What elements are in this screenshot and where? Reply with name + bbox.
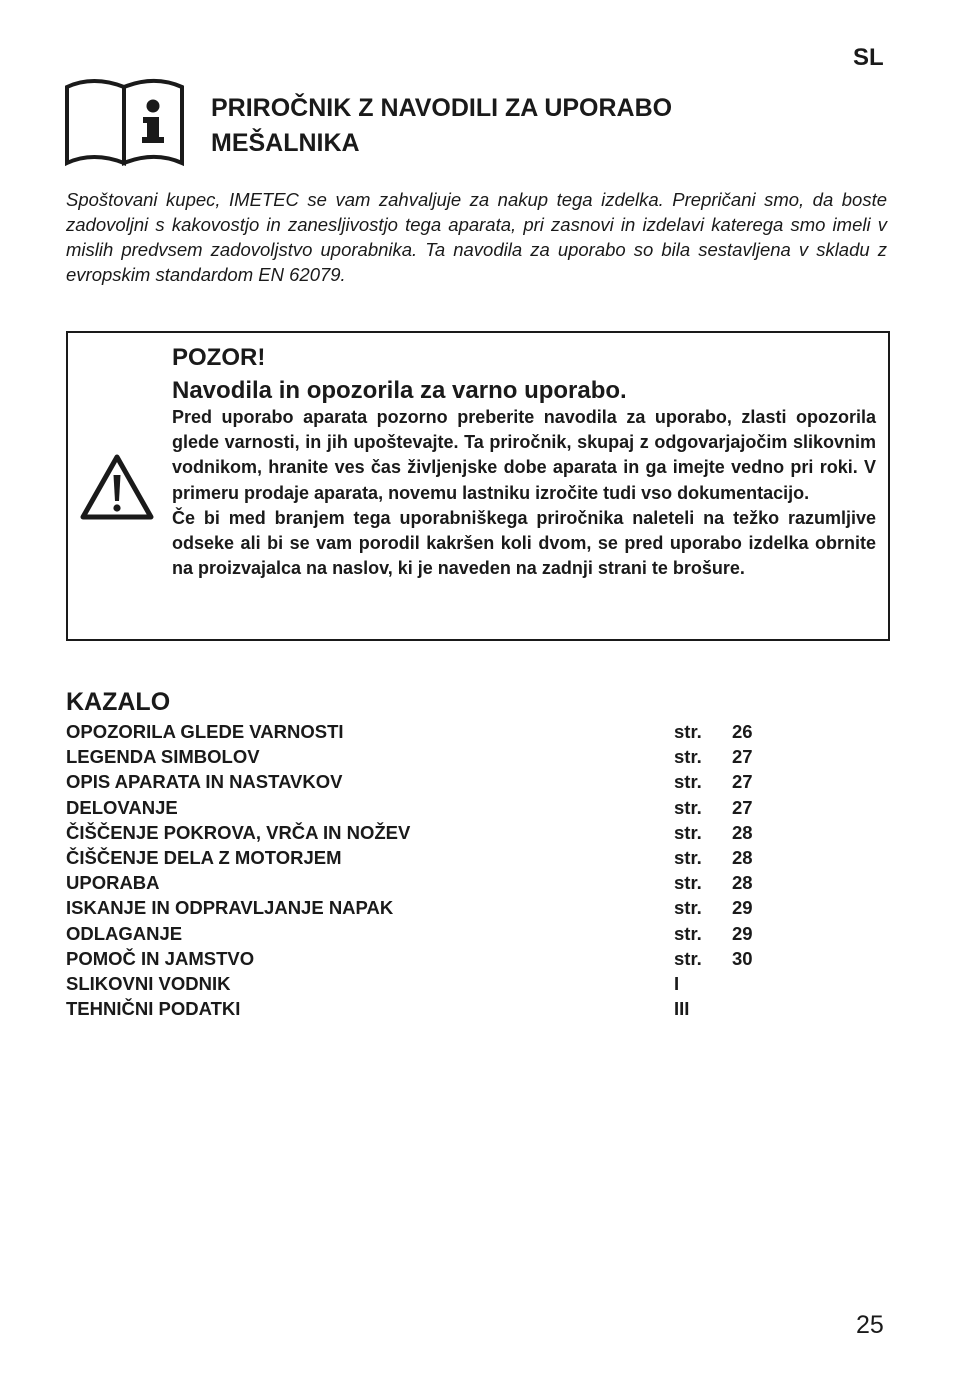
toc-item bbox=[66, 795, 786, 820]
toc-item bbox=[66, 870, 786, 895]
toc-item-page: 28 bbox=[732, 846, 753, 868]
table-of-contents bbox=[66, 719, 786, 1021]
toc-item-page: 28 bbox=[732, 872, 753, 894]
toc-title: KAZALO bbox=[66, 688, 171, 716]
toc-item-label: ČIŠČENJE POKROVA, VRČA IN NOŽEV bbox=[66, 821, 411, 843]
toc-item bbox=[66, 921, 786, 946]
toc-item-str: str. bbox=[674, 771, 702, 793]
toc-item-str: str. bbox=[674, 947, 702, 969]
toc-item bbox=[66, 946, 786, 971]
toc-item-str: I bbox=[674, 972, 680, 994]
toc-item bbox=[66, 719, 786, 744]
warning-heading bbox=[172, 341, 876, 407]
warning-paragraph-2: Če bi med branjem tega uporabniškega priročnika naleteli na težko razumljive odseke ali bi se vam porodil kakršen koli dvom, se pred uporabo izdelka obrnite na proizvajalca na naslov, ki je naveden na zadnji strani te brošure. bbox=[172, 507, 876, 579]
toc-item-label: ODLAGANJE bbox=[66, 922, 183, 944]
toc-item-page: 26 bbox=[732, 721, 753, 742]
toc-item-label: OPOZORILA GLEDE VARNOSTI bbox=[66, 721, 344, 742]
toc-item bbox=[66, 996, 786, 1021]
warning-text bbox=[172, 405, 876, 581]
toc-item-label: ČIŠČENJE DELA Z MOTORJEM bbox=[66, 846, 342, 868]
toc-item bbox=[66, 820, 786, 845]
toc-item-str: III bbox=[674, 998, 690, 1020]
toc-item-label: DELOVANJE bbox=[66, 796, 178, 818]
toc-item-label: OPIS APARATA IN NASTAVKOV bbox=[66, 771, 343, 793]
warning-triangle-icon bbox=[79, 451, 155, 523]
toc-item-str: str. bbox=[674, 897, 702, 919]
info-book-icon bbox=[64, 75, 188, 167]
toc-item-label: ISKANJE IN ODPRAVLJANJE NAPAK bbox=[66, 897, 394, 919]
toc-item-label: SLIKOVNI VODNIK bbox=[66, 972, 231, 994]
intro-paragraph: Spoštovani kupec, IMETEC se vam zahvaljuje za nakup tega izdelka. Prepričani smo, da boste zadovoljni s kakovostjo in zanesljivostjo tega aparata, pri zasnovi in izdelavi katerega smo imeli v mislih predvsem zadovoljstvo uporabnika. Ta navodila za uporabo so bila sestavljena v skladu z evropskim standardom EN 62079. bbox=[66, 189, 887, 285]
toc-item-page: 28 bbox=[732, 821, 753, 843]
toc-item-str: str. bbox=[674, 746, 702, 768]
toc-item-str: str. bbox=[674, 922, 702, 944]
toc-item bbox=[66, 971, 786, 996]
toc-item bbox=[66, 895, 786, 920]
title-line-1: PRIROČNIK Z NAVODILI ZA UPORABO bbox=[211, 94, 673, 122]
warning-box bbox=[66, 331, 890, 641]
language-code: SL bbox=[853, 44, 884, 71]
page-title bbox=[211, 91, 851, 161]
toc-item bbox=[66, 845, 786, 870]
toc-item-label: LEGENDA SIMBOLOV bbox=[66, 746, 260, 768]
toc-item-str: str. bbox=[674, 721, 702, 742]
toc-item-str: str. bbox=[674, 821, 702, 843]
toc-item-page: 27 bbox=[732, 771, 753, 793]
warning-paragraph-1: Pred uporabo aparata pozorno preberite navodila za uporabo, zlasti opozorila glede varnosti, in jih upoštevajte. Ta priročnik, skupaj z odgovarjajočim slikovnim vodnikom, hranite ves čas življenjske dobe aparata in ga imejte vedno pri roki. V primeru prodaje aparata, novemu lastniku izročite tudi vso dokumentacijo. bbox=[172, 407, 876, 503]
toc-item-page: 29 bbox=[732, 897, 753, 919]
page-number: 25 bbox=[856, 1311, 884, 1339]
toc-item-page: 29 bbox=[732, 922, 753, 944]
toc-item-label: POMOČ IN JAMSTVO bbox=[66, 947, 255, 969]
toc-item-str: str. bbox=[674, 846, 702, 868]
toc-item-str: str. bbox=[674, 796, 702, 818]
warning-heading-2: Navodila in opozorila za varno uporabo. bbox=[172, 377, 627, 404]
toc-item-page: 27 bbox=[732, 746, 753, 768]
warning-heading-1: POZOR! bbox=[172, 344, 266, 371]
toc-item bbox=[66, 769, 786, 794]
toc-item-label: UPORABA bbox=[66, 872, 160, 894]
toc-item-page: 27 bbox=[732, 796, 753, 818]
title-line-2: MEŠALNIKA bbox=[211, 129, 360, 157]
toc-item bbox=[66, 744, 786, 769]
toc-item-page: 30 bbox=[732, 947, 753, 969]
toc-item-str: str. bbox=[674, 872, 702, 894]
toc-item-label: TEHNIČNI PODATKI bbox=[66, 998, 241, 1020]
